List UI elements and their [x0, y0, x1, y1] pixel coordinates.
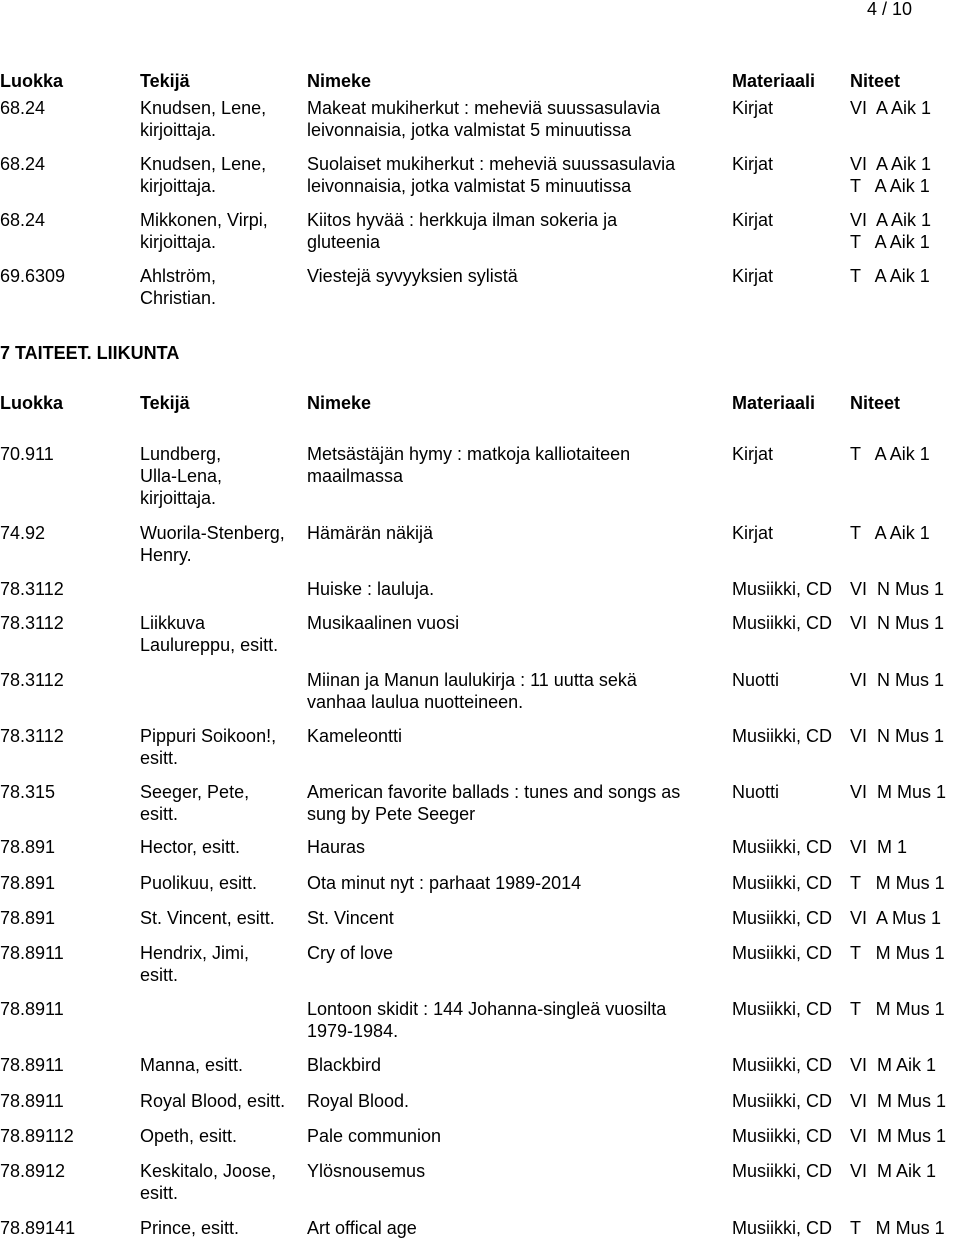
section-title: 7 TAITEET. LIIKUNTA: [0, 343, 180, 363]
cell-nimeke: [307, 153, 675, 197]
cell-tekija: [140, 872, 257, 894]
cell-niteet: [850, 907, 941, 929]
page-number: 4 / 10: [866, 0, 912, 19]
cell-nimeke: [307, 578, 434, 600]
nimeke-line: vanhaa laulua nuotteineen.: [307, 692, 524, 712]
cell-materiaali: Musiikki, CD: [732, 1126, 833, 1146]
tekija-line: kirjoittaja.: [140, 176, 217, 196]
cell-tekija: [140, 612, 278, 656]
cell-tekija: [140, 1090, 285, 1112]
cell-tekija: [140, 1217, 239, 1239]
niteet-line: VI M Mus 1: [850, 1091, 947, 1111]
cell-tekija: [140, 781, 249, 825]
tekija-line: kirjoittaja.: [140, 232, 217, 252]
nimeke-line: Ota minut nyt : parhaat 1989-2014: [307, 873, 582, 893]
niteet-line: VI M Mus 1: [850, 1126, 947, 1146]
cell-niteet: [850, 1090, 946, 1112]
cell-tekija: [140, 836, 240, 858]
nimeke-line: Ylösnousemus: [307, 1161, 426, 1181]
nimeke-line: leivonnaisia, jotka valmistat 5 minuutissa: [307, 176, 632, 196]
cell-materiaali: Musiikki, CD: [732, 1091, 833, 1111]
cell-nimeke: [307, 669, 637, 713]
tekija-line: esitt.: [140, 748, 179, 768]
cell-niteet: [850, 1217, 945, 1239]
tekija-line: Knudsen, Lene,: [140, 98, 267, 118]
cell-materiaali: Kirjat: [732, 154, 774, 174]
cell-nimeke: [307, 209, 617, 253]
cell-nimeke: [307, 836, 365, 858]
cell-luokka: 78.8911: [0, 1091, 64, 1111]
cell-niteet: [850, 836, 907, 858]
cell-niteet: [850, 781, 946, 803]
cell-tekija: [140, 1160, 276, 1204]
nimeke-line: Kiitos hyvää : herkkuja ilman sokeria ja: [307, 210, 618, 230]
nimeke-line: Pale communion: [307, 1126, 442, 1146]
header-niteet: Niteet: [850, 393, 901, 413]
cell-materiaali: Kirjat: [732, 210, 774, 230]
cell-luokka: 68.24: [0, 98, 46, 118]
cell-niteet: [850, 872, 945, 894]
nimeke-line: Makeat mukiherkut : meheviä suussasulavia: [307, 98, 661, 118]
niteet-line: VI M 1: [850, 837, 908, 857]
cell-nimeke: [307, 612, 459, 634]
nimeke-line: Musikaalinen vuosi: [307, 613, 460, 633]
niteet-line: T M Mus 1: [850, 999, 945, 1019]
header-luokka: Luokka: [0, 71, 64, 91]
tekija-line: Mikkonen, Virpi,: [140, 210, 268, 230]
tekija-line: Henry.: [140, 545, 192, 565]
cell-materiaali: Kirjat: [732, 444, 774, 464]
niteet-line: T A Aik 1: [850, 232, 930, 252]
cell-luokka: 78.3112: [0, 613, 64, 633]
cell-materiaali: Nuotti: [732, 670, 780, 690]
cell-luokka: 78.89112: [0, 1126, 74, 1146]
header-nimeke: Nimeke: [307, 393, 372, 413]
niteet-line: VI N Mus 1: [850, 726, 945, 746]
cell-tekija: [140, 153, 266, 197]
cell-materiaali: Musiikki, CD: [732, 726, 833, 746]
niteet-line: VI N Mus 1: [850, 613, 945, 633]
tekija-line: Knudsen, Lene,: [140, 154, 267, 174]
nimeke-line: Huiske : lauluja.: [307, 579, 435, 599]
cell-niteet: [850, 669, 944, 691]
header-nimeke: Nimeke: [307, 71, 372, 91]
cell-nimeke: [307, 1217, 417, 1239]
header-tekija: Tekijä: [140, 393, 190, 413]
tekija-line: Christian.: [140, 288, 217, 308]
cell-nimeke: [307, 1054, 381, 1076]
cell-materiaali: Nuotti: [732, 782, 780, 802]
niteet-line: VI M Aik 1: [850, 1161, 937, 1181]
cell-materiaali: Musiikki, CD: [732, 1218, 833, 1238]
nimeke-line: Art offical age: [307, 1218, 417, 1238]
cell-niteet: [850, 1054, 936, 1076]
cell-luokka: 78.89141: [0, 1218, 76, 1238]
nimeke-line: Viestejä syvyyksien sylistä: [307, 266, 518, 286]
cell-niteet: [850, 725, 944, 747]
tekija-line: Seeger, Pete,: [140, 782, 250, 802]
cell-materiaali: Kirjat: [732, 266, 774, 286]
nimeke-line: maailmassa: [307, 466, 404, 486]
nimeke-line: Lontoon skidit : 144 Johanna-singleä vuosilta: [307, 999, 667, 1019]
cell-luokka: 78.891: [0, 837, 56, 857]
cell-materiaali: Musiikki, CD: [732, 873, 833, 893]
cell-tekija: [140, 907, 275, 929]
tekija-line: Puolikuu, esitt.: [140, 873, 258, 893]
cell-materiaali: Musiikki, CD: [732, 999, 833, 1019]
cell-nimeke: [307, 907, 394, 929]
tekija-line: Ahlström,: [140, 266, 217, 286]
cell-materiaali: Musiikki, CD: [732, 943, 833, 963]
cell-nimeke: [307, 97, 660, 141]
cell-luokka: 78.8912: [0, 1161, 66, 1181]
nimeke-line: Miinan ja Manun laulukirja : 11 uutta sekä: [307, 670, 637, 690]
cell-tekija: [140, 209, 268, 253]
nimeke-line: Hämärän näkijä: [307, 523, 434, 543]
cell-materiaali: Kirjat: [732, 98, 774, 118]
cell-nimeke: [307, 998, 666, 1042]
nimeke-line: Blackbird: [307, 1055, 382, 1075]
niteet-line: T A Aik 1: [850, 266, 930, 286]
cell-nimeke: [307, 725, 402, 747]
cell-tekija: [140, 942, 249, 986]
niteet-line: T M Mus 1: [850, 1218, 945, 1238]
tekija-line: Ulla-Lena,: [140, 466, 223, 486]
header-materiaali: Materiaali: [732, 71, 816, 91]
niteet-line: VI A Mus 1: [850, 908, 942, 928]
tekija-line: Keskitalo, Joose,: [140, 1161, 277, 1181]
niteet-line: T M Mus 1: [850, 943, 945, 963]
nimeke-line: American favorite ballads : tunes and songs as: [307, 782, 681, 802]
cell-niteet: [850, 97, 931, 119]
cell-niteet: [850, 153, 931, 197]
cell-luokka: 68.24: [0, 154, 46, 174]
tekija-line: Liikkuva: [140, 613, 206, 633]
cell-luokka: 78.3112: [0, 726, 64, 746]
nimeke-line: Kameleontti: [307, 726, 403, 746]
niteet-line: VI M Aik 1: [850, 1055, 937, 1075]
niteet-line: T A Aik 1: [850, 523, 930, 543]
cell-niteet: [850, 265, 930, 287]
niteet-line: VI A Aik 1: [850, 210, 932, 230]
cell-nimeke: [307, 443, 630, 487]
nimeke-line: leivonnaisia, jotka valmistat 5 minuutissa: [307, 120, 632, 140]
tekija-line: Hendrix, Jimi,: [140, 943, 250, 963]
cell-materiaali: Musiikki, CD: [732, 1161, 833, 1181]
tekija-line: Laulureppu, esitt.: [140, 635, 279, 655]
cell-luokka: 69.6309: [0, 266, 66, 286]
cell-materiaali: Musiikki, CD: [732, 1055, 833, 1075]
header-tekija: Tekijä: [140, 71, 190, 91]
cell-nimeke: [307, 265, 518, 287]
cell-materiaali: Musiikki, CD: [732, 908, 833, 928]
niteet-line: T M Mus 1: [850, 873, 945, 893]
niteet-line: T A Aik 1: [850, 176, 930, 196]
cell-niteet: [850, 443, 930, 465]
cell-materiaali: Musiikki, CD: [732, 579, 833, 599]
cell-luokka: 78.891: [0, 873, 56, 893]
cell-niteet: [850, 612, 944, 634]
nimeke-line: St. Vincent: [307, 908, 394, 928]
cell-luokka: 78.8911: [0, 999, 64, 1019]
niteet-line: VI N Mus 1: [850, 579, 945, 599]
tekija-line: St. Vincent, esitt.: [140, 908, 275, 928]
cell-luokka: 78.8911: [0, 943, 64, 963]
tekija-line: Wuorila-Stenberg,: [140, 523, 285, 543]
tekija-line: Manna, esitt.: [140, 1055, 244, 1075]
tekija-line: Lundberg,: [140, 444, 222, 464]
nimeke-line: 1979-1984.: [307, 1021, 399, 1041]
cell-niteet: [850, 942, 945, 964]
cell-tekija: [140, 97, 266, 141]
nimeke-line: gluteenia: [307, 232, 381, 252]
cell-niteet: [850, 209, 931, 253]
niteet-line: VI M Mus 1: [850, 782, 947, 802]
tekija-line: Hector, esitt.: [140, 837, 241, 857]
header-materiaali: Materiaali: [732, 393, 816, 413]
cell-luokka: 68.24: [0, 210, 46, 230]
cell-niteet: [850, 578, 944, 600]
cell-niteet: [850, 1160, 936, 1182]
cell-niteet: [850, 522, 930, 544]
header-niteet: Niteet: [850, 71, 901, 91]
tekija-line: esitt.: [140, 1183, 179, 1203]
tekija-line: Pippuri Soikoon!,: [140, 726, 277, 746]
cell-luokka: 70.911: [0, 444, 54, 464]
cell-nimeke: [307, 1160, 425, 1182]
cell-nimeke: [307, 942, 393, 964]
tekija-line: kirjoittaja.: [140, 120, 217, 140]
tekija-line: Opeth, esitt.: [140, 1126, 238, 1146]
cell-tekija: [140, 1125, 237, 1147]
cell-tekija: [140, 1054, 243, 1076]
cell-materiaali: Kirjat: [732, 523, 774, 543]
niteet-line: T A Aik 1: [850, 444, 930, 464]
tekija-line: Prince, esitt.: [140, 1218, 240, 1238]
niteet-line: VI N Mus 1: [850, 670, 945, 690]
cell-niteet: [850, 1125, 946, 1147]
cell-luokka: 78.315: [0, 782, 56, 802]
tekija-line: kirjoittaja.: [140, 488, 217, 508]
nimeke-line: Hauras: [307, 837, 366, 857]
cell-nimeke: [307, 1090, 409, 1112]
cell-nimeke: [307, 872, 581, 894]
cell-niteet: [850, 998, 945, 1020]
tekija-line: Royal Blood, esitt.: [140, 1091, 286, 1111]
cell-luokka: 78.3112: [0, 579, 64, 599]
nimeke-line: sung by Pete Seeger: [307, 804, 476, 824]
cell-nimeke: [307, 781, 680, 825]
nimeke-line: Cry of love: [307, 943, 394, 963]
cell-materiaali: Musiikki, CD: [732, 613, 833, 633]
cell-luokka: 78.3112: [0, 670, 64, 690]
niteet-line: VI A Aik 1: [850, 154, 932, 174]
cell-tekija: [140, 725, 276, 769]
cell-nimeke: [307, 1125, 441, 1147]
header-luokka: Luokka: [0, 393, 64, 413]
tekija-line: esitt.: [140, 965, 179, 985]
cell-tekija: [140, 522, 285, 566]
tekija-line: esitt.: [140, 804, 179, 824]
cell-luokka: 78.891: [0, 908, 56, 928]
nimeke-line: Suolaiset mukiherkut : meheviä suussasulavia: [307, 154, 676, 174]
cell-materiaali: Musiikki, CD: [732, 837, 833, 857]
niteet-line: VI A Aik 1: [850, 98, 932, 118]
cell-luokka: 74.92: [0, 523, 46, 543]
cell-nimeke: [307, 522, 433, 544]
cell-luokka: 78.8911: [0, 1055, 64, 1075]
nimeke-line: Metsästäjän hymy : matkoja kalliotaiteen: [307, 444, 631, 464]
nimeke-line: Royal Blood.: [307, 1091, 410, 1111]
cell-tekija: [140, 265, 216, 309]
cell-tekija: [140, 443, 222, 509]
